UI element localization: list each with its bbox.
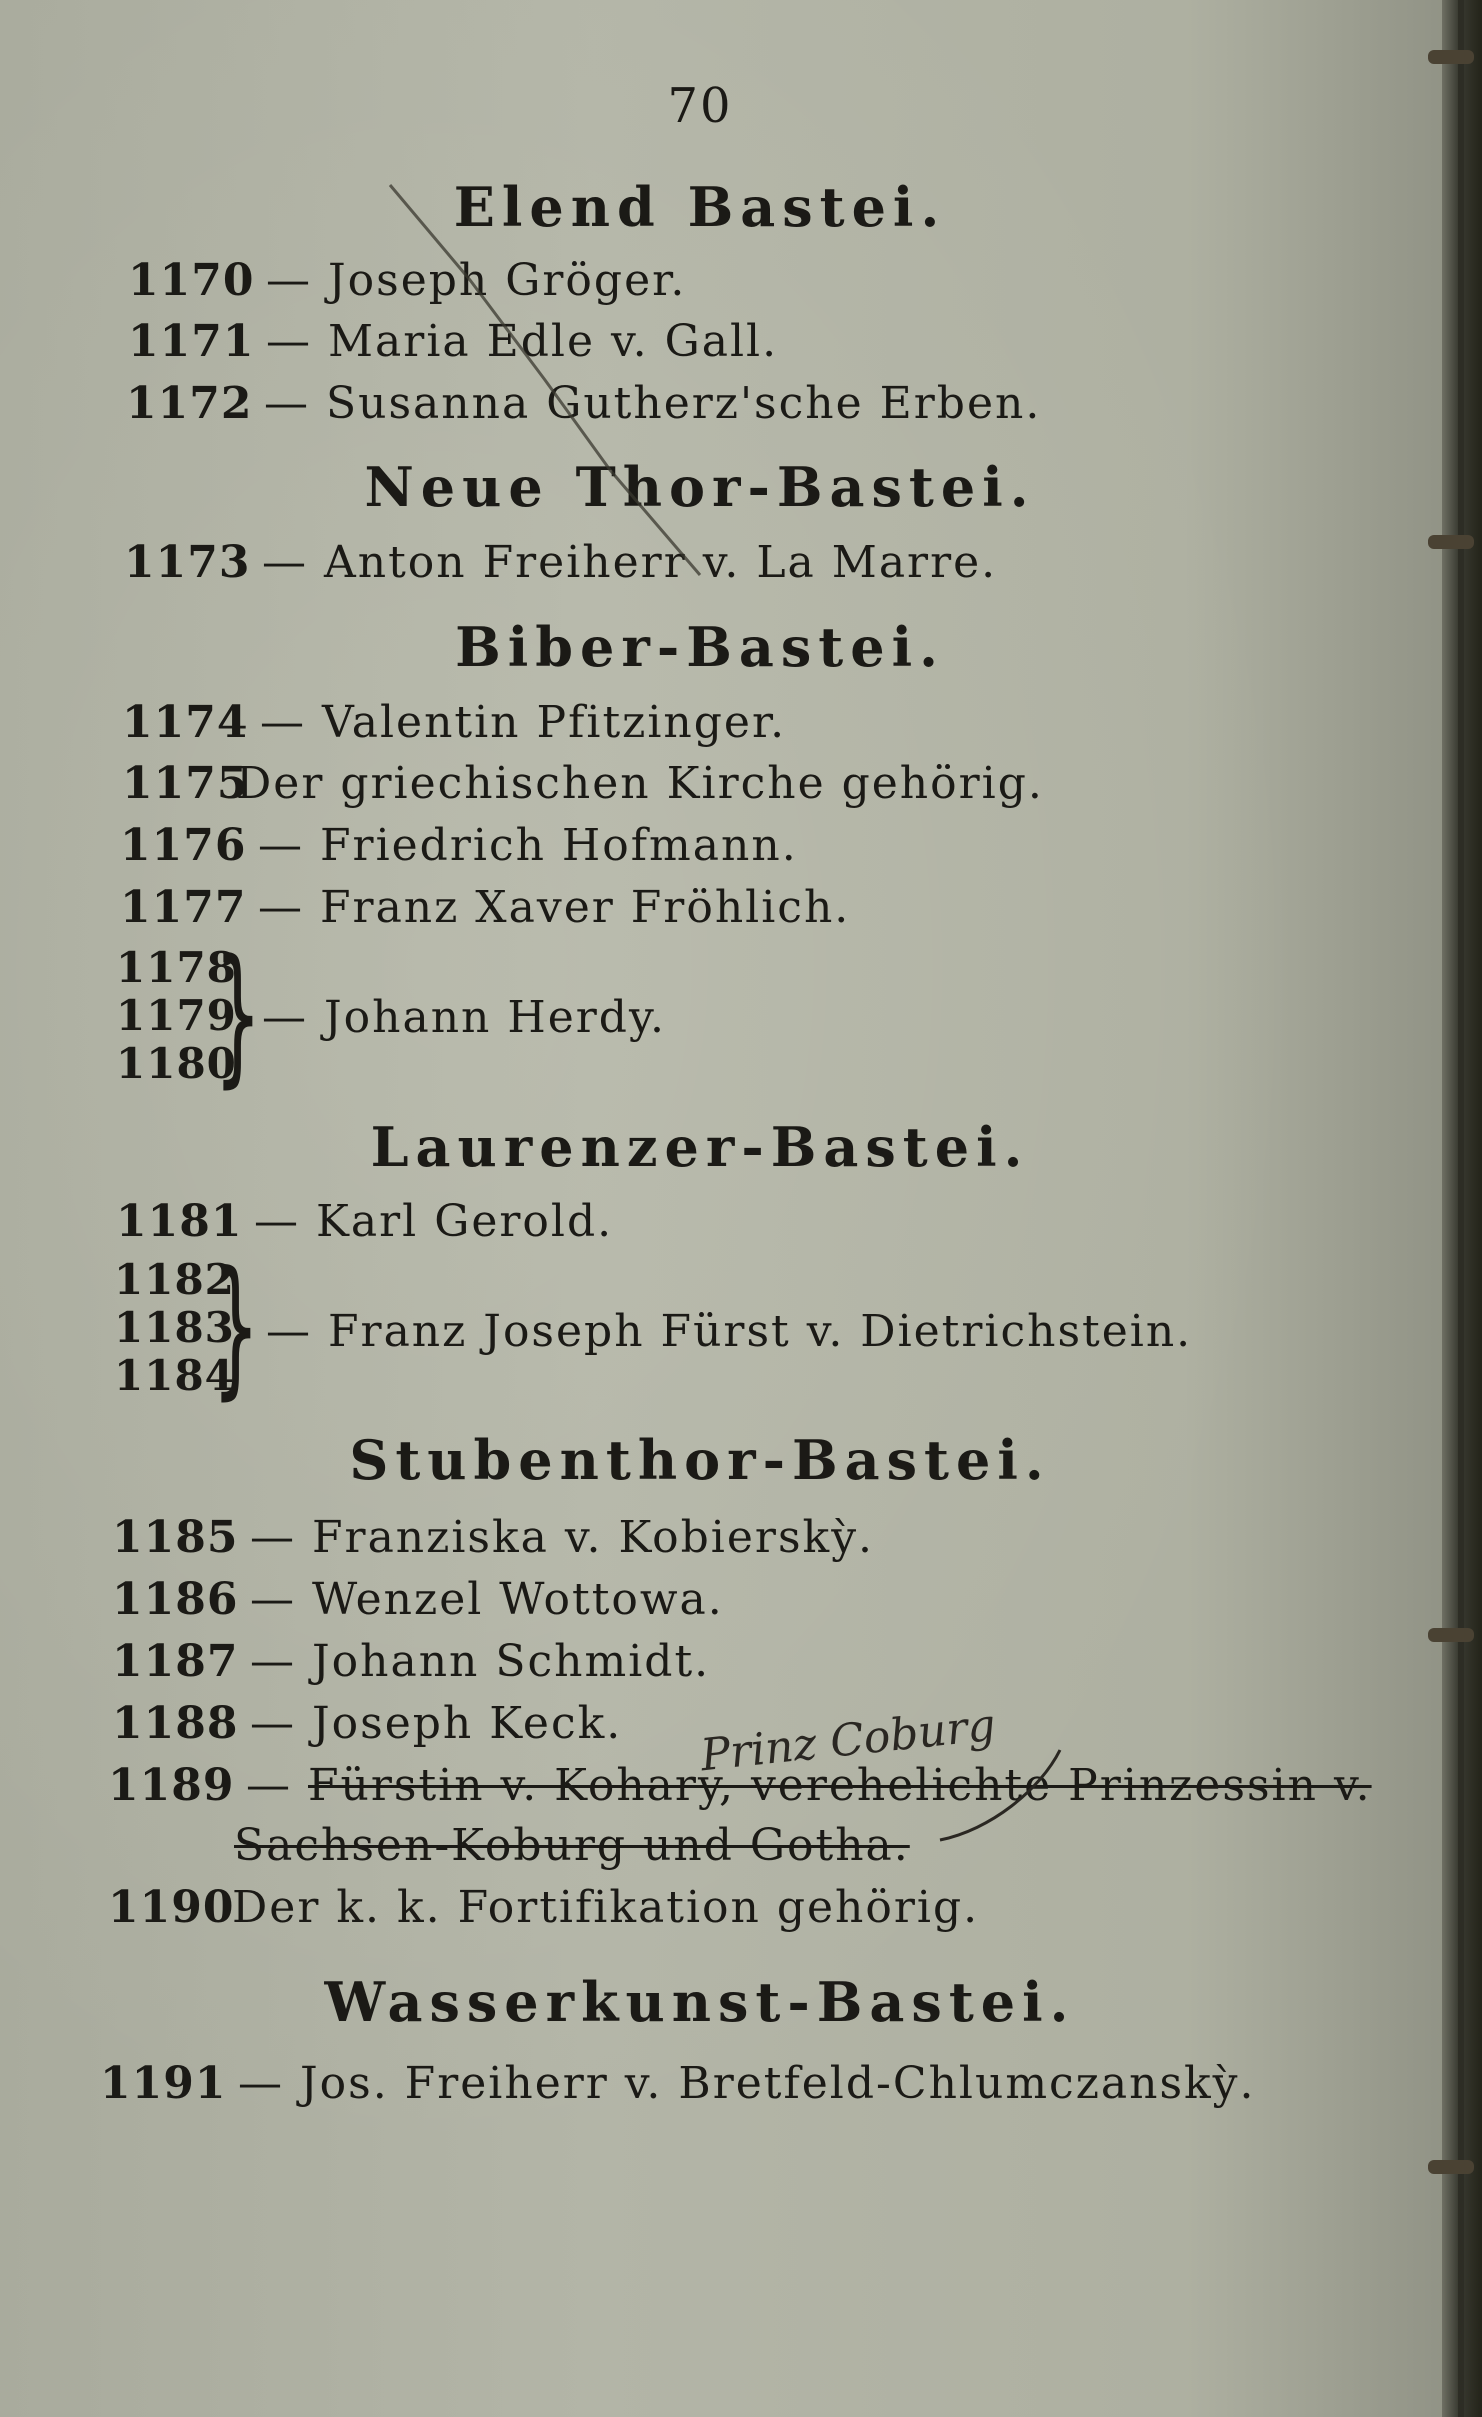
entry-number: 1185 xyxy=(112,1512,239,1563)
entry-name: Friedrich Hofmann. xyxy=(320,820,798,871)
entry-number: 1181 xyxy=(116,1196,243,1247)
entry-dash: — xyxy=(250,1574,296,1625)
entry-name: Karl Gerold. xyxy=(316,1196,614,1247)
entry-number: 1188 xyxy=(112,1698,239,1749)
section-heading: Neue Thor-Bastei. xyxy=(364,455,1036,519)
entry-number: 1183 xyxy=(114,1303,235,1352)
entry-name: Joseph Gröger. xyxy=(328,255,687,306)
pencil-stroke xyxy=(940,1750,1060,1840)
entry-name-struck: Sachsen-Koburg und Gotha. xyxy=(234,1820,910,1871)
entry-dash: — xyxy=(254,1196,300,1247)
entry-name: Susanna Gutherz'sche Erben. xyxy=(326,378,1042,429)
entry-dash: — xyxy=(250,1636,296,1687)
entry-number: 1184 xyxy=(114,1351,235,1400)
entry-number: 1170 xyxy=(128,255,255,306)
entry-name: Valentin Pfitzinger. xyxy=(322,697,787,748)
entry-dash: — xyxy=(264,378,310,429)
right-brace: } xyxy=(212,1240,260,1414)
entry-name: Franziska v. Kobierskỳ. xyxy=(312,1512,875,1563)
entry-dash: — xyxy=(262,537,308,588)
entry-name: Der griechischen Kirche gehörig. xyxy=(236,758,1044,809)
entry-dash: — xyxy=(258,820,304,871)
entry-name: Johann Herdy. xyxy=(324,992,666,1043)
entry-number: 1186 xyxy=(112,1574,239,1625)
entry-number: 1173 xyxy=(124,537,251,588)
entry-name: Der k. k. Fortifikation gehörig. xyxy=(232,1882,980,1933)
entry-name: Anton Freiherr v. La Marre. xyxy=(324,537,998,588)
entry-number: 1171 xyxy=(128,316,255,367)
entry-name: Wenzel Wottowa. xyxy=(312,1574,724,1625)
entry-name: Johann Schmidt. xyxy=(312,1636,711,1687)
section-heading: Laurenzer-Bastei. xyxy=(370,1115,1030,1179)
page-number: 70 xyxy=(667,78,733,134)
entry-name: Maria Edle v. Gall. xyxy=(328,316,779,367)
right-brace: } xyxy=(214,928,262,1102)
entry-dash: — xyxy=(266,316,312,367)
entry-number: 1179 xyxy=(116,991,237,1040)
entry-number: 1180 xyxy=(116,1039,237,1088)
entry-dash: — xyxy=(258,882,304,933)
entry-dash: — xyxy=(262,992,308,1043)
entry-number: 1178 xyxy=(116,943,237,992)
entry-name: Joseph Keck. xyxy=(312,1698,623,1749)
handwritten-annotation: Prinz Coburg xyxy=(698,1699,998,1782)
entry-number: 1176 xyxy=(120,820,247,871)
entry-dash: — xyxy=(260,697,306,748)
entry-name-struck: Fürstin v. Kohary, verehelichte Prinzessin v. xyxy=(308,1760,1372,1811)
entry-name: Franz Xaver Fröhlich. xyxy=(320,882,851,933)
entry-dash: — xyxy=(266,1306,312,1357)
entry-dash: — xyxy=(266,255,312,306)
entry-dash: — xyxy=(250,1698,296,1749)
entry-name: Jos. Freiherr v. Bretfeld-Chlumczanskỳ. xyxy=(300,2058,1256,2109)
entry-number: 1182 xyxy=(114,1255,235,1304)
entry-dash: — xyxy=(250,1512,296,1563)
section-heading: Stubenthor-Bastei. xyxy=(349,1428,1051,1492)
entry-name: Franz Joseph Fürst v. Dietrichstein. xyxy=(328,1306,1193,1357)
entry-dash: — xyxy=(246,1760,292,1811)
entry-number: 1175 xyxy=(122,758,249,809)
entry-number: 1172 xyxy=(126,378,253,429)
entry-dash: — xyxy=(238,2058,284,2109)
entry-number: 1189 xyxy=(108,1760,235,1811)
section-heading: Biber-Bastei. xyxy=(455,615,945,679)
section-heading: Elend Bastei. xyxy=(453,175,947,239)
entry-number: 1190 xyxy=(108,1882,235,1933)
entry-number: 1174 xyxy=(122,697,249,748)
section-heading: Wasserkunst-Bastei. xyxy=(324,1970,1076,2034)
entry-number: 1187 xyxy=(112,1636,239,1687)
entry-number: 1191 xyxy=(100,2058,227,2109)
entry-number: 1177 xyxy=(120,882,247,933)
pencil-stroke xyxy=(390,185,700,575)
